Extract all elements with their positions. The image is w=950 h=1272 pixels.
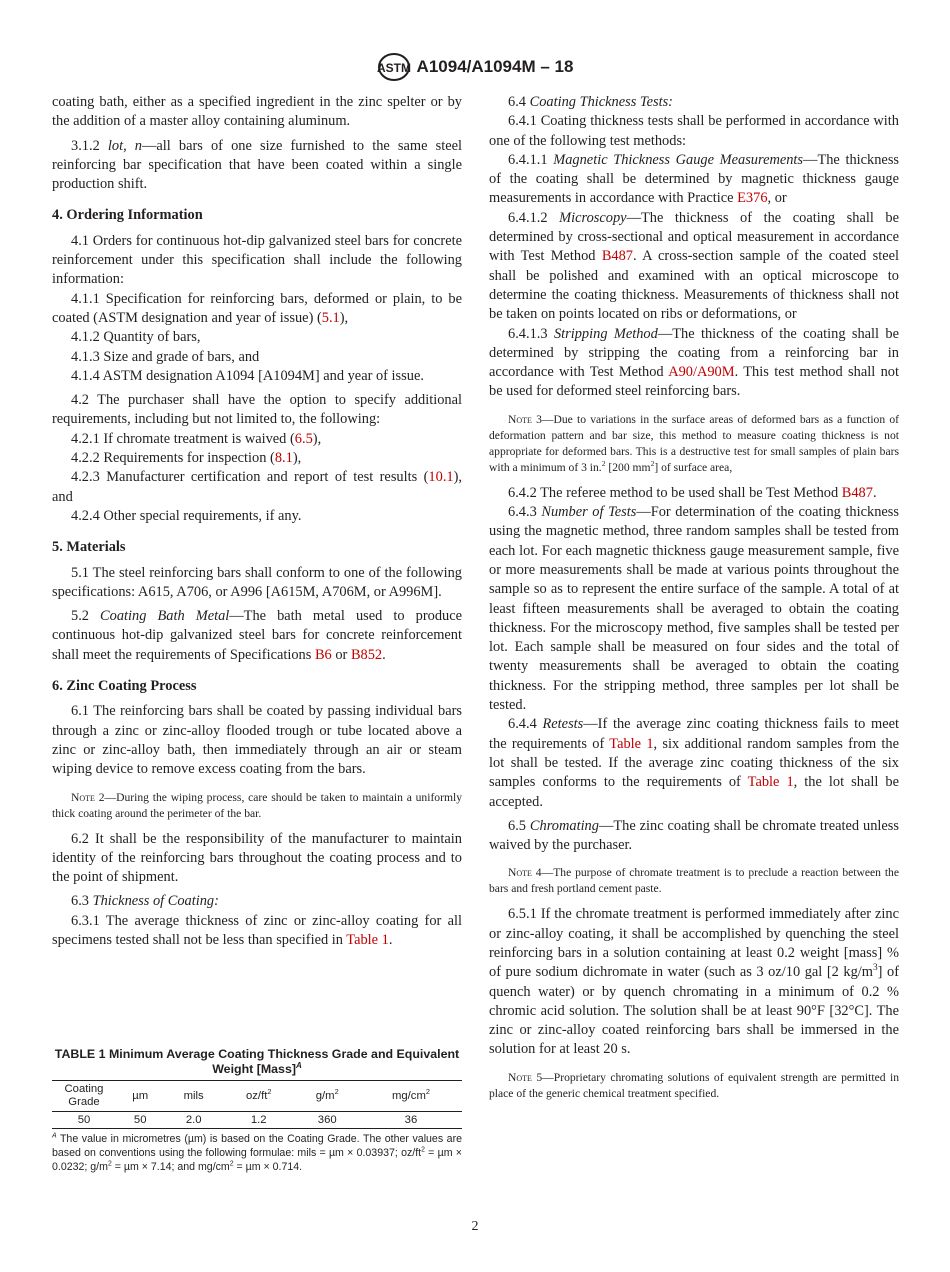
text-run: ), bbox=[292, 450, 302, 467]
text-run: , six additional random samples from the lot shall be tested. If the average zinc coating thickness of the six samples conforms to the requirements of bbox=[489, 735, 900, 791]
paragraph bbox=[52, 232, 462, 290]
table-footnote bbox=[52, 1132, 462, 1174]
text-run: —The bath metal used to produce continuous hot-dip galvanized steel bars for concrete reinforcement shall meet the requirements of Specifications bbox=[52, 608, 462, 663]
paragraph bbox=[52, 348, 462, 367]
text-run: = µm × 0.714. bbox=[233, 1161, 303, 1173]
paragraph bbox=[52, 912, 462, 951]
column-header bbox=[223, 1081, 295, 1112]
text-run: coating bath, either as a specified ingredient in the zinc spelter or by the addition of a master alloy containing aluminum. bbox=[52, 94, 462, 130]
paragraph bbox=[52, 137, 462, 195]
coating-thickness-table bbox=[52, 1080, 462, 1129]
paragraph bbox=[489, 209, 899, 325]
paragraph bbox=[52, 449, 462, 468]
table-title bbox=[52, 1047, 462, 1077]
table-title-text: TABLE 1 Minimum Average Coating Thickness Grade and Equivalent Weight [Mass] bbox=[54, 1047, 460, 1076]
text-run: 6.4.1.3 bbox=[508, 325, 554, 342]
column-header bbox=[116, 1081, 164, 1112]
italic-term: Chromating bbox=[529, 817, 599, 834]
italic-term: Microscopy bbox=[559, 209, 627, 226]
right-column bbox=[489, 93, 899, 1110]
paragraph bbox=[52, 830, 462, 888]
note-paragraph bbox=[489, 865, 899, 897]
superscript: 3 bbox=[872, 963, 878, 974]
paragraph bbox=[489, 112, 899, 151]
note-paragraph bbox=[52, 790, 462, 822]
text-run: , or bbox=[767, 190, 787, 207]
page-number: 2 bbox=[471, 1219, 479, 1234]
column-header-text: g/m bbox=[315, 1089, 335, 1102]
italic-term: Magnetic Thickness Gauge Measurements bbox=[553, 151, 804, 168]
italic-term: lot, n bbox=[107, 137, 143, 154]
cross-reference-link[interactable]: B852 bbox=[350, 646, 383, 663]
cross-reference-link[interactable]: Table 1 bbox=[609, 735, 654, 752]
section-heading bbox=[52, 538, 462, 557]
italic-term: Number of Tests bbox=[541, 504, 637, 521]
text-run: 6.4.1 Coating thickness tests shall be performed in accordance with one of the following test methods: bbox=[489, 113, 899, 149]
table-cell: 36 bbox=[360, 1112, 462, 1129]
text-run: 6.1 The reinforcing bars shall be coated by passing individual bars through a zinc or zinc-alloy flooded trough or tube located above a zinc or zinc-alloy bath, then immediately through an air or steam wiping device to remove excess coating from the bars. bbox=[52, 703, 462, 778]
text-run: 6.3.1 The average thickness of zinc or zinc-alloy coating for all specimens tested shall not be less than specified in bbox=[52, 912, 462, 948]
text-run: 4.2.3 Manufacturer certification and report of test results ( bbox=[71, 469, 429, 486]
superscript: 2 bbox=[650, 458, 655, 468]
text-run: —For determination of the coating thickness using the magnetic method, three random samples shall be tested from each lot. For each magnetic thickness gauge measurement sample, five or more measurements shall be made at various points throughout the sample so as to represent the entire surface of the sample. A total of at least fifteen measurements shall be averaged to obtain the coating thickness. For the microscopy method, five samples shall be tested per lot. Each sample shall be measured on four sides and the total of twenty measurements shall be averaged to obtain the coating thickness. For the stripping method, three samples per lot shall be tested. bbox=[489, 504, 899, 714]
text-run: 4.2.2 Requirements for inspection ( bbox=[71, 450, 275, 467]
text-run: —If the average zinc coating thickness fails to meet the requirements of bbox=[489, 716, 899, 752]
text-run: 6. Zinc Coating Process bbox=[52, 678, 197, 695]
superscript: 2 bbox=[267, 1086, 272, 1096]
superscript: 2 bbox=[601, 458, 606, 468]
paragraph bbox=[52, 328, 462, 347]
text-run: 6.4.2 The referee method to be used shall be Test Method bbox=[508, 484, 842, 501]
text-run: Note 3 bbox=[508, 412, 542, 426]
text-run: 6.4.4 bbox=[508, 716, 543, 733]
text-run: 6.4 bbox=[508, 94, 530, 110]
text-run: —Proprietary chromating solutions of equivalent strength are permitted in place of the generic chemical treatment specified. bbox=[489, 1070, 899, 1100]
text-run: 6.2 It shall be the responsibility of the manufacturer to maintain identity of the reinforcing bars throughout the coating process and to the point of shipment. bbox=[52, 830, 462, 886]
text-run: 4.2.4 Other special requirements, if any. bbox=[71, 507, 302, 524]
paragraph bbox=[52, 430, 462, 449]
superscript: 2 bbox=[425, 1086, 430, 1096]
text-run: 6.3 bbox=[71, 893, 93, 910]
text-run: 6.5.1 If the chromate treatment is performed immediately after zinc or zinc-alloy coating, it shall be accomplished by quenching the steel reinforcing bars in a solution containing at least 0.2 weight [mass] % of pure sodium dichromate in water (such as 3 oz/10 gal [2 kg/m bbox=[489, 906, 899, 981]
cross-reference-link[interactable]: 5.1 bbox=[321, 309, 340, 326]
footnote-marker: A bbox=[52, 1132, 57, 1140]
text-run: —The thickness of the coating shall be determined by stripping the coating from a reinforcing bar in accordance with Test Method bbox=[489, 325, 899, 381]
italic-term: Coating Bath Metal bbox=[100, 608, 230, 625]
text-run: 4.2 The purchaser shall have the option to specify additional requirements, including but not limited to, the following: bbox=[52, 392, 462, 428]
text-run: ), bbox=[312, 430, 322, 447]
cross-reference-link[interactable]: Table 1 bbox=[747, 774, 794, 791]
text-run: 4.1.3 Size and grade of bars, and bbox=[71, 348, 260, 365]
paragraph bbox=[52, 468, 462, 507]
text-run: [200 mm bbox=[605, 460, 651, 474]
table-footnote-marker: A bbox=[295, 1060, 302, 1070]
text-run: 5.2 bbox=[71, 608, 101, 625]
text-run: —The thickness of the coating shall be determined by magnetic thickness gauge measurements in accordance with Practice bbox=[489, 151, 900, 207]
text-run: The value in micrometres (µm) is based on the Coating Grade. The other values are based on conventions using the following formulae: mils = µm × 0.03937; oz/ft bbox=[52, 1133, 462, 1159]
text-run: . bbox=[872, 484, 877, 501]
text-run: 4.1.4 ASTM designation A1094 [A1094M] and year of issue. bbox=[71, 367, 424, 384]
table-cell: 1.2 bbox=[223, 1112, 295, 1129]
text-run: . bbox=[388, 931, 393, 948]
text-run: . A cross-section sample of the coated steel shall be polished and examined with an optical microscope to determine the coating thickness. Measurements of thickness shall not be taken on points located on ribs or deformations, or bbox=[489, 248, 899, 323]
superscript: 2 bbox=[334, 1086, 339, 1096]
paragraph bbox=[52, 607, 462, 665]
paragraph bbox=[52, 391, 462, 430]
cross-reference-link[interactable]: 6.5 bbox=[294, 430, 313, 447]
paragraph bbox=[52, 892, 462, 911]
paragraph bbox=[489, 151, 899, 209]
text-run: 4.1.1 Specification for reinforcing bars, deformed or plain, to be coated (ASTM designation and year of issue) ( bbox=[52, 290, 462, 326]
column-header bbox=[52, 1081, 116, 1112]
column-header-text: Coating Grade bbox=[64, 1083, 104, 1108]
section-heading bbox=[52, 206, 462, 225]
table-1 bbox=[52, 1047, 462, 1174]
text-run: ] of quench water) or by quench chromating in a minimum of 0.2 % chromic acid solution. The solution shall be at least 90°F [32°C]. The zinc or zinc-alloy coated reinforcing bars shall be immersed in the solution for at least 20 s. bbox=[489, 964, 899, 1058]
table-row bbox=[52, 1112, 462, 1129]
text-run: ] of surface area, bbox=[654, 460, 733, 474]
text-run: 5. Materials bbox=[52, 539, 126, 556]
document-designation: A1094/A1094M – 18 bbox=[416, 57, 574, 76]
text-run: 4.1.2 Quantity of bars, bbox=[71, 329, 201, 346]
text-run: —The zinc coating shall be chromate treated unless waived by the purchaser. bbox=[489, 817, 899, 854]
text-run: = µm × 7.14; and mg/cm bbox=[111, 1161, 230, 1173]
text-run: Note 5 bbox=[508, 1070, 543, 1084]
text-run: 4.2.1 If chromate treatment is waived ( bbox=[71, 430, 295, 447]
italic-term: Retests bbox=[542, 716, 584, 733]
text-run: —The purpose of chromate treatment is to preclude a reaction between the bars and fresh portland cement paste. bbox=[489, 866, 899, 896]
text-run: 4.1 Orders for continuous hot-dip galvanized steel bars for concrete reinforcement under this specification shall include the following information: bbox=[52, 232, 462, 288]
text-run: —The thickness of the coating shall be determined by cross-sectional and optical measurement in accordance with Test Method bbox=[489, 209, 900, 265]
table-cell: 2.0 bbox=[164, 1112, 223, 1129]
text-run: —Due to variations in the surface areas of deformed bars as a function of deformation pattern and bar size, this method to measure coating thickness is not appropriate for deformed bars. This is a destructive test for small samples of plain bars with a minimum of 3 in. bbox=[489, 412, 900, 474]
column-header-text: oz/ft bbox=[246, 1089, 268, 1102]
text-run: . bbox=[382, 646, 386, 663]
paragraph bbox=[52, 702, 462, 779]
text-run: 6.4.3 bbox=[508, 504, 542, 521]
paragraph bbox=[489, 905, 899, 1059]
cross-reference-link[interactable]: B487 bbox=[601, 248, 633, 265]
paragraph bbox=[489, 93, 899, 112]
italic-term: Stripping Method bbox=[553, 325, 658, 342]
superscript: 2 bbox=[107, 1160, 112, 1168]
text-run: Note 4 bbox=[508, 866, 542, 880]
text-run: 6.4.1.2 bbox=[508, 209, 560, 226]
cross-reference-link[interactable]: A90/A90M bbox=[668, 364, 735, 381]
text-run: 5.1 The steel reinforcing bars shall conform to one of the following specifications: A615, A706, or A996 [A615M, A706M, or A996M]. bbox=[52, 564, 462, 600]
table-cell: 50 bbox=[52, 1112, 116, 1129]
text-run: or bbox=[331, 646, 351, 663]
astm-logo-icon bbox=[377, 52, 411, 82]
left-column bbox=[52, 93, 462, 950]
italic-term: Coating Thickness Tests: bbox=[529, 94, 673, 110]
paragraph bbox=[489, 503, 899, 715]
cross-reference-link[interactable]: E376 bbox=[737, 190, 768, 207]
paragraph bbox=[52, 367, 462, 386]
superscript: 2 bbox=[229, 1160, 234, 1168]
cross-reference-link[interactable]: 8.1 bbox=[274, 450, 293, 467]
paragraph bbox=[489, 325, 899, 402]
text-run: = µm × 0.0232; g/m bbox=[52, 1147, 462, 1173]
superscript: 2 bbox=[421, 1146, 425, 1154]
text-run: ), bbox=[339, 309, 349, 326]
paragraph bbox=[52, 564, 462, 603]
text-run: 6.4.1.1 bbox=[508, 151, 554, 168]
paragraph bbox=[52, 507, 462, 526]
table-cell: 360 bbox=[295, 1112, 360, 1129]
column-header bbox=[360, 1081, 462, 1112]
column-header-text: µm bbox=[132, 1089, 149, 1102]
text-run: 6.5 bbox=[508, 817, 530, 834]
text-run: —During the wiping process, care should be taken to maintain a uniformly thick coating around the perimeter of the bar. bbox=[52, 790, 462, 820]
text-run: 3.1.2 bbox=[71, 137, 108, 154]
paragraph bbox=[489, 817, 899, 856]
cross-reference-link[interactable]: B487 bbox=[841, 484, 873, 501]
text-run: . This test method shall not be used for deformed steel reinforcing bars. bbox=[489, 364, 899, 400]
text-run: ), and bbox=[52, 469, 462, 505]
italic-term: Thickness of Coating: bbox=[92, 893, 219, 910]
text-run: —all bars of one size furnished to the same steel reinforcing bar specification that have been coated within a single production shift. bbox=[52, 137, 462, 193]
column-header-text: mils bbox=[183, 1089, 204, 1102]
table-header-row bbox=[52, 1081, 462, 1112]
paragraph bbox=[52, 93, 462, 132]
text-run: 4. Ordering Information bbox=[52, 207, 203, 224]
cross-reference-link[interactable]: 10.1 bbox=[428, 469, 454, 486]
page-header bbox=[0, 52, 950, 82]
cross-reference-link[interactable]: Table 1 bbox=[346, 931, 389, 948]
column-header-text: mg/cm bbox=[391, 1089, 426, 1102]
paragraph bbox=[489, 484, 899, 503]
paragraph bbox=[52, 290, 462, 329]
text-run: , the lot shall be accepted. bbox=[489, 774, 899, 810]
section-heading bbox=[52, 677, 462, 696]
table-cell: 50 bbox=[116, 1112, 164, 1129]
svg-text:ASTM: ASTM bbox=[376, 61, 411, 75]
text-run: Note 2 bbox=[71, 790, 105, 804]
column-header bbox=[164, 1081, 223, 1112]
cross-reference-link[interactable]: B6 bbox=[314, 646, 332, 663]
column-header bbox=[295, 1081, 360, 1112]
note-paragraph bbox=[489, 1070, 899, 1102]
note-paragraph bbox=[489, 412, 899, 476]
paragraph bbox=[489, 715, 899, 811]
